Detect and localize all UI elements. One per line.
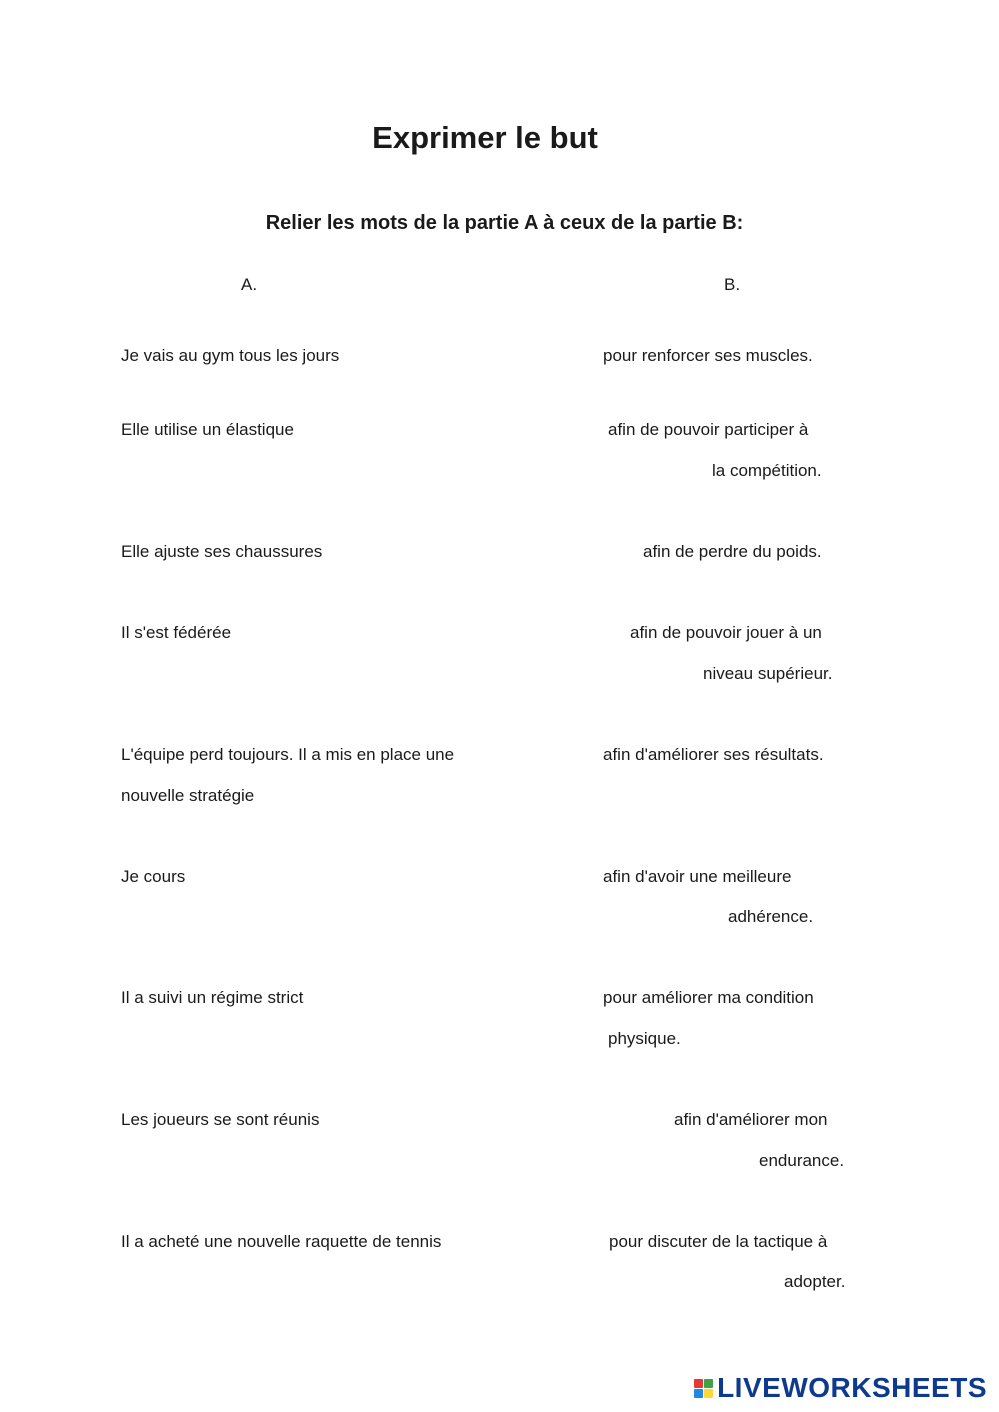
column-a-item-6: Je cours	[121, 867, 186, 886]
column-b-item-7-line-1: pour améliorer ma condition	[603, 988, 814, 1007]
column-b-item-6-line-1: afin d'avoir une meilleure	[603, 867, 792, 886]
column-a-item-2: Elle utilise un élastique	[121, 420, 294, 439]
column-b-item-4-line-2: niveau supérieur.	[703, 664, 833, 683]
column-b-item-2-line-2: la compétition.	[712, 461, 822, 480]
liveworksheets-logo	[694, 1373, 987, 1403]
column-b-item-8-line-1: afin d'améliorer mon	[674, 1110, 828, 1129]
column-b-item-4-line-1: afin de pouvoir jouer à un	[630, 623, 822, 642]
column-b-item-6-line-2: adhérence.	[728, 907, 814, 926]
column-a-item-4: Il s'est fédérée	[121, 623, 232, 642]
logo-square-blue	[694, 1389, 703, 1398]
column-b-item-8-line-2: endurance.	[759, 1151, 845, 1170]
column-a-item-5-line-1: L'équipe perd toujours. Il a mis en place une	[121, 745, 455, 764]
column-b-item-9-line-1: pour discuter de la tactique à	[609, 1232, 828, 1251]
column-b-item-5: afin d'améliorer ses résultats.	[603, 745, 824, 764]
column-a-item-9: Il a acheté une nouvelle raquette de tennis	[121, 1232, 442, 1251]
column-a-item-3: Elle ajuste ses chaussures	[121, 542, 323, 561]
column-b-item-9-line-2: adopter.	[784, 1272, 846, 1291]
column-a-item-7: Il a suivi un régime strict	[121, 988, 304, 1007]
logo-square-green	[704, 1379, 713, 1388]
worksheet-title: Exprimer le but	[372, 120, 598, 155]
column-a-item-1: Je vais au gym tous les jours	[121, 346, 340, 365]
instruction-text: Relier les mots de la partie A à ceux de la partie B:	[265, 212, 744, 234]
liveworksheets-logo-icon	[694, 1379, 713, 1398]
column-b-item-3: afin de perdre du poids.	[643, 542, 822, 561]
logo-square-red	[694, 1379, 703, 1388]
column-b-header: B.	[724, 275, 741, 294]
column-b-item-1: pour renforcer ses muscles.	[603, 346, 813, 365]
column-a-item-5-line-2: nouvelle stratégie	[121, 786, 255, 805]
column-a-item-8: Les joueurs se sont réunis	[121, 1110, 320, 1129]
column-b-item-7-line-2: physique.	[608, 1029, 681, 1048]
column-b-item-2-line-1: afin de pouvoir participer à	[608, 420, 809, 439]
liveworksheets-logo-text: LIVEWORKSHEETS	[717, 1372, 987, 1403]
column-a-header: A.	[241, 275, 258, 294]
logo-square-yellow	[704, 1389, 713, 1398]
